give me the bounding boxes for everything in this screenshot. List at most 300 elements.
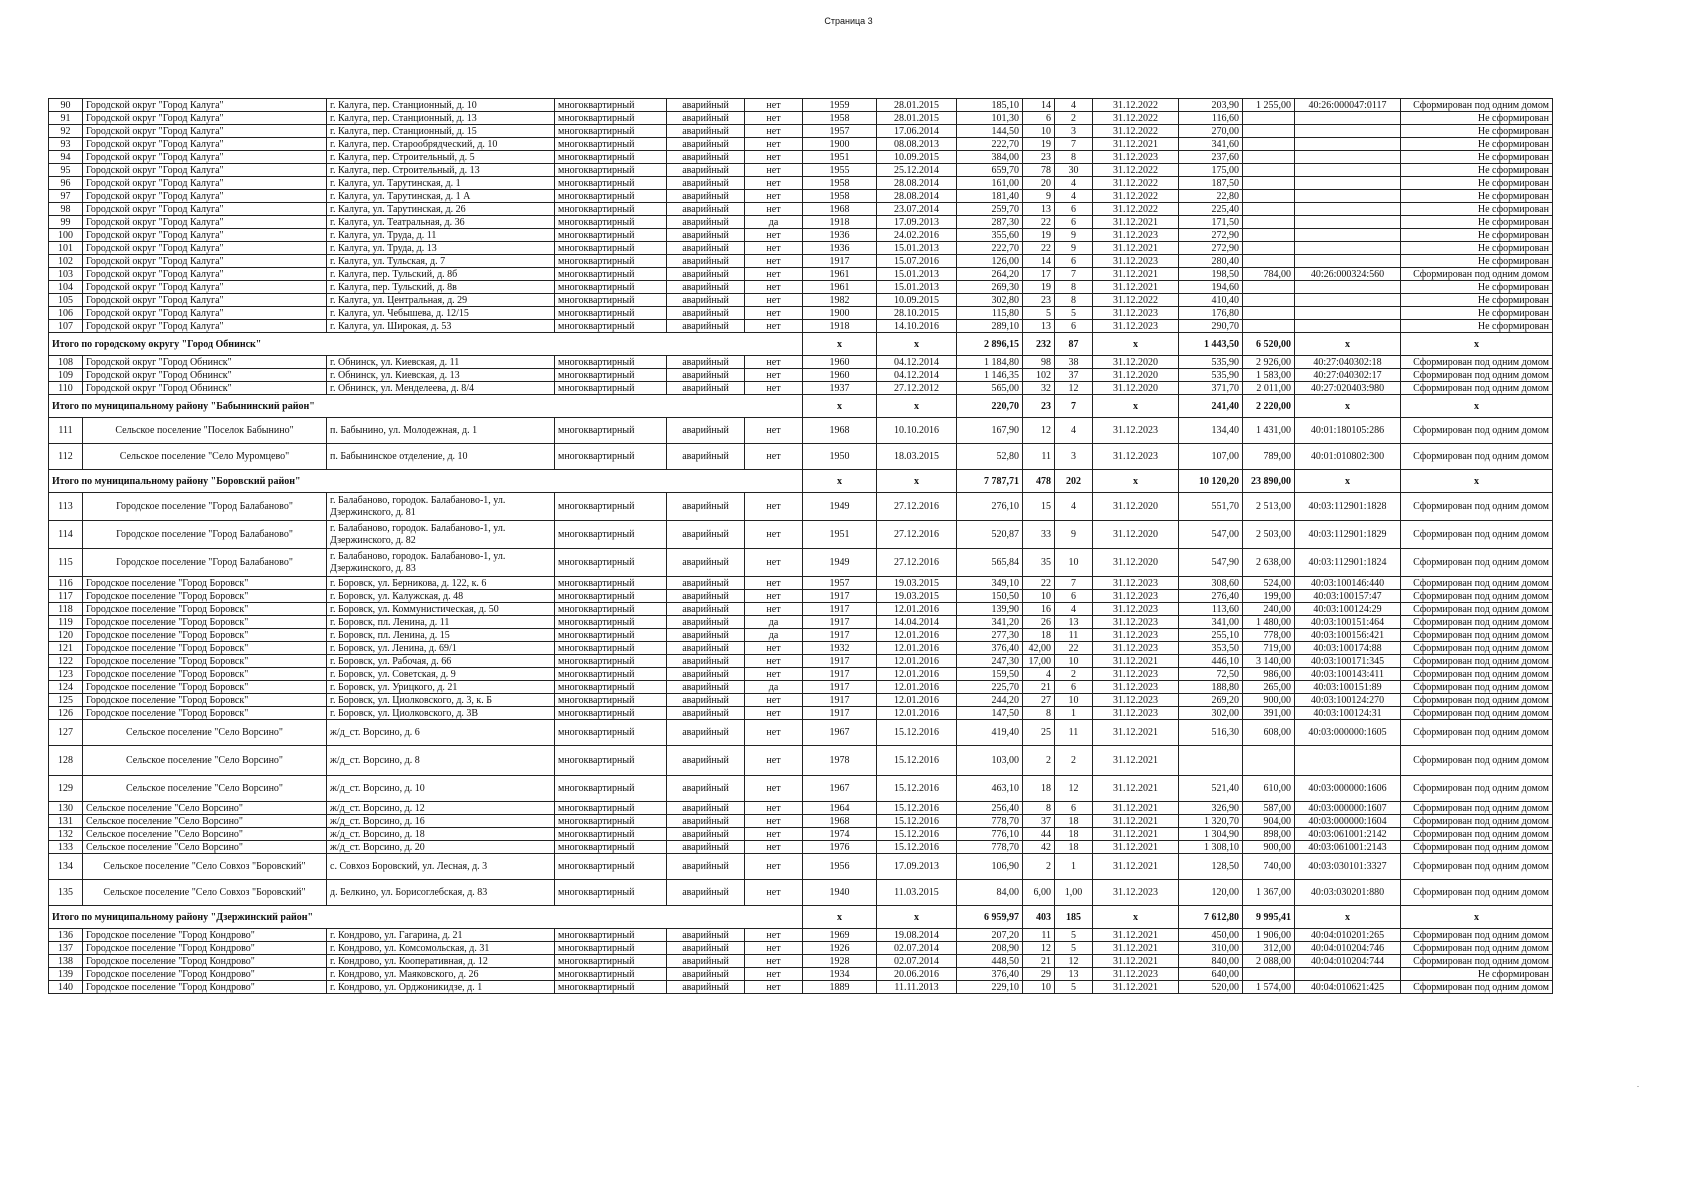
cell-plot-area [1243, 138, 1295, 151]
cell-built-year: 1967 [803, 720, 877, 746]
subtotal-cadastral-number: x [1295, 906, 1401, 929]
cell-building-type: многоквартирный [555, 802, 667, 815]
cell-building-type: многоквартирный [555, 549, 667, 577]
table-row [49, 382, 1553, 395]
subtotal-built-year: x [803, 333, 877, 356]
cell-address: г. Калуга, ул. Тарутинская, д. 1 [327, 177, 555, 190]
cell-heritage: нет [745, 655, 803, 668]
cell-recognition-date: 12.01.2016 [877, 642, 957, 655]
cell-settlement: Городское поселение "Город Кондрово" [83, 929, 327, 942]
cell-recognition-date: 15.12.2016 [877, 802, 957, 815]
cell-row-number: 90 [49, 99, 83, 112]
cell-settlement: Городской округ "Город Калуга" [83, 190, 327, 203]
cell-building-type: многоквартирный [555, 138, 667, 151]
cell-area: 376,40 [957, 968, 1023, 981]
cell-building-type: многоквартирный [555, 418, 667, 444]
cell-residents: 17 [1023, 268, 1055, 281]
cell-address: г. Калуга, пер. Станционный, д. 15 [327, 125, 555, 138]
cell-resettle-deadline: 31.12.2020 [1093, 521, 1179, 549]
cell-building-type: многоквартирный [555, 493, 667, 521]
cell-plot-area [1243, 177, 1295, 190]
cell-built-year: 1917 [803, 590, 877, 603]
cell-plot-status: Не сформирован [1401, 190, 1553, 203]
cell-recognition-date: 10.10.2016 [877, 418, 957, 444]
subtotal-row [49, 906, 1553, 929]
cell-resettle-deadline: 31.12.2023 [1093, 151, 1179, 164]
cell-plot-area: 900,00 [1243, 841, 1295, 854]
subtotal-plot-area-need: 1 443,50 [1179, 333, 1243, 356]
table-row [49, 854, 1553, 880]
cell-apartments: 4 [1055, 493, 1093, 521]
cell-plot-area-need: 450,00 [1179, 929, 1243, 942]
cell-apartments: 4 [1055, 177, 1093, 190]
cell-heritage: нет [745, 444, 803, 470]
cell-cadastral-number: 40:03:000000:1607 [1295, 802, 1401, 815]
cell-condition: аварийный [667, 577, 745, 590]
cell-residents: 37 [1023, 815, 1055, 828]
cell-building-type: многоквартирный [555, 255, 667, 268]
subtotal-plot-area: 2 220,00 [1243, 395, 1295, 418]
cell-plot-area-need: 198,50 [1179, 268, 1243, 281]
cell-row-number: 140 [49, 981, 83, 994]
cell-residents: 32 [1023, 382, 1055, 395]
cell-cadastral-number [1295, 125, 1401, 138]
cell-address: г. Калуга, пер. Тульский, д. 8б [327, 268, 555, 281]
cell-condition: аварийный [667, 125, 745, 138]
cell-row-number: 104 [49, 281, 83, 294]
cell-condition: аварийный [667, 255, 745, 268]
cell-plot-area-need: 113,60 [1179, 603, 1243, 616]
cell-recognition-date: 15.07.2016 [877, 255, 957, 268]
cell-condition: аварийный [667, 382, 745, 395]
cell-recognition-date: 15.12.2016 [877, 815, 957, 828]
subtotal-plot-area-need: 7 612,80 [1179, 906, 1243, 929]
cell-condition: аварийный [667, 444, 745, 470]
cell-built-year: 1968 [803, 815, 877, 828]
cell-built-year: 1917 [803, 603, 877, 616]
cell-settlement: Городское поселение "Город Боровск" [83, 707, 327, 720]
cell-address: г. Балабаново, городок. Балабаново-1, ул. Дзержинского, д. 83 [327, 549, 555, 577]
table-row [49, 164, 1553, 177]
cell-residents: 13 [1023, 320, 1055, 333]
cell-plot-area-need: 171,50 [1179, 216, 1243, 229]
cell-residents: 10 [1023, 981, 1055, 994]
cell-plot-status: Не сформирован [1401, 125, 1553, 138]
cell-resettle-deadline: 31.12.2023 [1093, 590, 1179, 603]
cell-building-type: многоквартирный [555, 668, 667, 681]
subtotal-plot-area: 23 890,00 [1243, 470, 1295, 493]
cell-built-year: 1960 [803, 356, 877, 369]
cell-building-type: многоквартирный [555, 642, 667, 655]
cell-row-number: 130 [49, 802, 83, 815]
cell-residents: 21 [1023, 681, 1055, 694]
cell-recognition-date: 24.02.2016 [877, 229, 957, 242]
cell-plot-area-need: 116,60 [1179, 112, 1243, 125]
cell-heritage: нет [745, 707, 803, 720]
cell-heritage: нет [745, 268, 803, 281]
cell-cadastral-number [1295, 281, 1401, 294]
cell-plot-area [1243, 203, 1295, 216]
cell-recognition-date: 11.11.2013 [877, 981, 957, 994]
cell-row-number: 120 [49, 629, 83, 642]
cell-address: п. Бабынинское отделение, д. 10 [327, 444, 555, 470]
cell-plot-area-need: 521,40 [1179, 776, 1243, 802]
cell-building-type: многоквартирный [555, 629, 667, 642]
cell-heritage: нет [745, 320, 803, 333]
cell-resettle-deadline: 31.12.2022 [1093, 125, 1179, 138]
cell-row-number: 100 [49, 229, 83, 242]
cell-plot-area: 900,00 [1243, 694, 1295, 707]
cell-apartments: 1 [1055, 707, 1093, 720]
cell-residents: 14 [1023, 99, 1055, 112]
cell-cadastral-number: 40:26:000047:0117 [1295, 99, 1401, 112]
cell-plot-area-need: 520,00 [1179, 981, 1243, 994]
cell-recognition-date: 27.12.2012 [877, 382, 957, 395]
subtotal-apartments: 185 [1055, 906, 1093, 929]
cell-row-number: 117 [49, 590, 83, 603]
cell-plot-area [1243, 125, 1295, 138]
cell-building-type: многоквартирный [555, 942, 667, 955]
cell-plot-status: Не сформирован [1401, 216, 1553, 229]
cell-plot-area-need: 547,90 [1179, 549, 1243, 577]
cell-plot-status: Сформирован под одним домом [1401, 776, 1553, 802]
cell-settlement: Городской округ "Город Калуга" [83, 164, 327, 177]
cell-settlement: Городское поселение "Город Боровск" [83, 629, 327, 642]
cell-settlement: Сельское поселение "Село Ворсино" [83, 746, 327, 776]
cell-cadastral-number: 40:04:010204:744 [1295, 955, 1401, 968]
cell-plot-area-need: 308,60 [1179, 577, 1243, 590]
cell-address: г. Кондрово, ул. Гагарина, д. 21 [327, 929, 555, 942]
cell-plot-status: Сформирован под одним домом [1401, 356, 1553, 369]
cell-area: 384,00 [957, 151, 1023, 164]
cell-condition: аварийный [667, 281, 745, 294]
cell-recognition-date: 15.01.2013 [877, 242, 957, 255]
cell-plot-status: Сформирован под одним домом [1401, 369, 1553, 382]
cell-plot-status: Сформирован под одним домом [1401, 746, 1553, 776]
cell-residents: 19 [1023, 138, 1055, 151]
table-row [49, 668, 1553, 681]
cell-plot-area-need: 107,00 [1179, 444, 1243, 470]
cell-plot-area-need: 272,90 [1179, 242, 1243, 255]
cell-plot-area [1243, 255, 1295, 268]
cell-resettle-deadline: 31.12.2023 [1093, 880, 1179, 906]
subtotal-row [49, 470, 1553, 493]
cell-recognition-date: 10.09.2015 [877, 294, 957, 307]
cell-apartments: 38 [1055, 356, 1093, 369]
cell-apartments: 10 [1055, 549, 1093, 577]
cell-building-type: многоквартирный [555, 369, 667, 382]
cell-heritage: нет [745, 242, 803, 255]
cell-recognition-date: 04.12.2014 [877, 356, 957, 369]
cell-residents: 42,00 [1023, 642, 1055, 655]
cell-resettle-deadline: 31.12.2021 [1093, 281, 1179, 294]
cell-condition: аварийный [667, 854, 745, 880]
cell-resettle-deadline: 31.12.2022 [1093, 164, 1179, 177]
cell-apartments: 2 [1055, 112, 1093, 125]
table-row [49, 968, 1553, 981]
cell-row-number: 118 [49, 603, 83, 616]
cell-address: г. Балабаново, городок. Балабаново-1, ул. Дзержинского, д. 82 [327, 521, 555, 549]
cell-settlement: Сельское поселение "Село Ворсино" [83, 720, 327, 746]
cell-built-year: 1917 [803, 707, 877, 720]
cell-apartments: 8 [1055, 151, 1093, 164]
cell-plot-area-need: 270,00 [1179, 125, 1243, 138]
subtotal-recognition-date: x [877, 333, 957, 356]
cell-built-year: 1958 [803, 112, 877, 125]
cell-settlement: Городской округ "Город Калуга" [83, 216, 327, 229]
cell-row-number: 94 [49, 151, 83, 164]
cell-cadastral-number: 40:03:100151:464 [1295, 616, 1401, 629]
cell-resettle-deadline: 31.12.2022 [1093, 190, 1179, 203]
cell-area: 264,20 [957, 268, 1023, 281]
cell-address: г. Обнинск, ул. Киевская, д. 11 [327, 356, 555, 369]
cell-address: г. Кондрово, ул. Орджоникидзе, д. 1 [327, 981, 555, 994]
table-row [49, 281, 1553, 294]
cell-address: г. Калуга, ул. Широкая, д. 53 [327, 320, 555, 333]
cell-row-number: 123 [49, 668, 83, 681]
cell-cadastral-number [1295, 138, 1401, 151]
cell-condition: аварийный [667, 841, 745, 854]
cell-plot-area: 2 638,00 [1243, 549, 1295, 577]
subtotal-built-year: x [803, 395, 877, 418]
cell-condition: аварийный [667, 242, 745, 255]
cell-plot-status: Сформирован под одним домом [1401, 616, 1553, 629]
cell-built-year: 1958 [803, 190, 877, 203]
cell-settlement: Городское поселение "Город Боровск" [83, 642, 327, 655]
table-row [49, 268, 1553, 281]
cell-settlement: Сельское поселение "Село Ворсино" [83, 815, 327, 828]
cell-settlement: Городской округ "Город Калуга" [83, 151, 327, 164]
cell-apartments: 12 [1055, 776, 1093, 802]
cell-row-number: 113 [49, 493, 83, 521]
cell-address: ж/д_ст. Ворсино, д. 12 [327, 802, 555, 815]
cell-plot-area-need: 353,50 [1179, 642, 1243, 655]
cell-built-year: 1974 [803, 828, 877, 841]
cell-plot-area-need: 255,10 [1179, 629, 1243, 642]
table-row [49, 493, 1553, 521]
table-row [49, 99, 1553, 112]
cell-residents: 8 [1023, 802, 1055, 815]
cell-row-number: 101 [49, 242, 83, 255]
cell-heritage: нет [745, 203, 803, 216]
cell-resettle-deadline: 31.12.2021 [1093, 776, 1179, 802]
cell-apartments: 2 [1055, 668, 1093, 681]
cell-recognition-date: 15.12.2016 [877, 828, 957, 841]
cell-condition: аварийный [667, 746, 745, 776]
cell-residents: 98 [1023, 356, 1055, 369]
cell-cadastral-number [1295, 320, 1401, 333]
cell-resettle-deadline: 31.12.2021 [1093, 268, 1179, 281]
cell-heritage: нет [745, 177, 803, 190]
cell-condition: аварийный [667, 549, 745, 577]
subtotal-recognition-date: x [877, 395, 957, 418]
subtotal-apartments: 202 [1055, 470, 1093, 493]
page-number-header: Страница 3 [824, 16, 873, 26]
cell-settlement: Городское поселение "Город Кондрово" [83, 942, 327, 955]
cell-address: ж/д_ст. Ворсино, д. 10 [327, 776, 555, 802]
cell-building-type: многоквартирный [555, 577, 667, 590]
cell-cadastral-number: 40:03:100157:47 [1295, 590, 1401, 603]
cell-heritage: нет [745, 968, 803, 981]
cell-plot-area [1243, 281, 1295, 294]
cell-condition: аварийный [667, 981, 745, 994]
cell-row-number: 137 [49, 942, 83, 955]
cell-area: 778,70 [957, 815, 1023, 828]
cell-residents: 22 [1023, 577, 1055, 590]
cell-apartments: 30 [1055, 164, 1093, 177]
cell-building-type: многоквартирный [555, 177, 667, 190]
cell-built-year: 1951 [803, 151, 877, 164]
cell-area: 565,84 [957, 549, 1023, 577]
cell-cadastral-number [1295, 307, 1401, 320]
cell-plot-area-need: 1 320,70 [1179, 815, 1243, 828]
cell-condition: аварийный [667, 203, 745, 216]
cell-building-type: многоквартирный [555, 841, 667, 854]
cell-building-type: многоквартирный [555, 929, 667, 942]
cell-built-year: 1918 [803, 216, 877, 229]
cell-plot-area: 2 513,00 [1243, 493, 1295, 521]
cell-row-number: 108 [49, 356, 83, 369]
cell-plot-area: 986,00 [1243, 668, 1295, 681]
cell-residents: 2 [1023, 746, 1055, 776]
cell-resettle-deadline: 31.12.2020 [1093, 369, 1179, 382]
cell-recognition-date: 12.01.2016 [877, 655, 957, 668]
cell-heritage: нет [745, 151, 803, 164]
cell-apartments: 9 [1055, 242, 1093, 255]
cell-plot-area: 1 367,00 [1243, 880, 1295, 906]
cell-plot-area: 2 088,00 [1243, 955, 1295, 968]
cell-apartments: 3 [1055, 125, 1093, 138]
cell-apartments: 6 [1055, 802, 1093, 815]
cell-condition: аварийный [667, 707, 745, 720]
cell-plot-area: 1 431,00 [1243, 418, 1295, 444]
cell-built-year: 1968 [803, 418, 877, 444]
cell-area: 144,50 [957, 125, 1023, 138]
cell-row-number: 110 [49, 382, 83, 395]
table-row [49, 655, 1553, 668]
cell-area: 302,80 [957, 294, 1023, 307]
cell-apartments: 37 [1055, 369, 1093, 382]
cell-residents: 22 [1023, 216, 1055, 229]
cell-condition: аварийный [667, 668, 745, 681]
cell-heritage: нет [745, 229, 803, 242]
cell-residents: 9 [1023, 190, 1055, 203]
subtotal-resettle-deadline: x [1093, 470, 1179, 493]
cell-built-year: 1955 [803, 164, 877, 177]
cell-cadastral-number: 40:03:030101:3327 [1295, 854, 1401, 880]
cell-condition: аварийный [667, 164, 745, 177]
cell-built-year: 1964 [803, 802, 877, 815]
cell-plot-area-need: 290,70 [1179, 320, 1243, 333]
cell-condition: аварийный [667, 320, 745, 333]
cell-resettle-deadline: 31.12.2023 [1093, 307, 1179, 320]
cell-building-type: многоквартирный [555, 707, 667, 720]
cell-area: 222,70 [957, 242, 1023, 255]
cell-plot-status: Сформирован под одним домом [1401, 268, 1553, 281]
cell-area: 565,00 [957, 382, 1023, 395]
cell-address: г. Боровск, ул. Циолковского, д. 3В [327, 707, 555, 720]
cell-building-type: многоквартирный [555, 815, 667, 828]
cell-heritage: да [745, 216, 803, 229]
cell-residents: 16 [1023, 603, 1055, 616]
cell-recognition-date: 28.01.2015 [877, 99, 957, 112]
cell-plot-area-need: 225,40 [1179, 203, 1243, 216]
table-row [49, 828, 1553, 841]
cell-plot-area-need: 371,70 [1179, 382, 1243, 395]
table-row [49, 694, 1553, 707]
cell-area: 126,00 [957, 255, 1023, 268]
cell-address: г. Боровск, ул. Ленина, д. 69/1 [327, 642, 555, 655]
cell-recognition-date: 17.09.2013 [877, 854, 957, 880]
cell-heritage: нет [745, 281, 803, 294]
table-row [49, 177, 1553, 190]
cell-cadastral-number [1295, 294, 1401, 307]
cell-built-year: 1969 [803, 929, 877, 942]
cell-area: 181,40 [957, 190, 1023, 203]
cell-settlement: Городской округ "Город Калуга" [83, 112, 327, 125]
cell-apartments: 12 [1055, 955, 1093, 968]
cell-cadastral-number: 40:27:040302:17 [1295, 369, 1401, 382]
cell-cadastral-number: 40:03:100171:345 [1295, 655, 1401, 668]
cell-apartments: 7 [1055, 577, 1093, 590]
cell-building-type: многоквартирный [555, 968, 667, 981]
cell-address: г. Боровск, ул. Коммунистическая, д. 50 [327, 603, 555, 616]
cell-plot-area: 610,00 [1243, 776, 1295, 802]
cell-building-type: многоквартирный [555, 590, 667, 603]
cell-plot-area: 1 583,00 [1243, 369, 1295, 382]
cell-condition: аварийный [667, 655, 745, 668]
cell-area: 207,20 [957, 929, 1023, 942]
cell-row-number: 127 [49, 720, 83, 746]
cell-row-number: 132 [49, 828, 83, 841]
cell-area: 167,90 [957, 418, 1023, 444]
cell-condition: аварийный [667, 112, 745, 125]
cell-plot-status: Не сформирован [1401, 203, 1553, 216]
cell-area: 776,10 [957, 828, 1023, 841]
cell-built-year: 1957 [803, 125, 877, 138]
cell-residents: 22 [1023, 242, 1055, 255]
cell-plot-area [1243, 294, 1295, 307]
cell-resettle-deadline: 31.12.2021 [1093, 242, 1179, 255]
table-row [49, 307, 1553, 320]
cell-area: 52,80 [957, 444, 1023, 470]
cell-address: ж/д_ст. Ворсино, д. 6 [327, 720, 555, 746]
cell-resettle-deadline: 31.12.2021 [1093, 138, 1179, 151]
cell-building-type: многоквартирный [555, 955, 667, 968]
cell-residents: 6,00 [1023, 880, 1055, 906]
cell-settlement: Городской округ "Город Калуга" [83, 255, 327, 268]
cell-area: 161,00 [957, 177, 1023, 190]
cell-building-type: многоквартирный [555, 603, 667, 616]
cell-settlement: Сельское поселение "Село Муромцево" [83, 444, 327, 470]
table-row [49, 255, 1553, 268]
cell-built-year: 1928 [803, 955, 877, 968]
table-row [49, 815, 1553, 828]
cell-cadastral-number [1295, 229, 1401, 242]
cell-apartments: 13 [1055, 616, 1093, 629]
cell-resettle-deadline: 31.12.2023 [1093, 616, 1179, 629]
subtotal-plot-status: x [1401, 470, 1553, 493]
cell-heritage: нет [745, 841, 803, 854]
subtotal-label: Итого по городскому округу "Город Обнинск" [49, 333, 803, 356]
cell-area: 778,70 [957, 841, 1023, 854]
cell-residents: 10 [1023, 125, 1055, 138]
cell-settlement: Городское поселение "Город Балабаново" [83, 549, 327, 577]
cell-area: 259,70 [957, 203, 1023, 216]
cell-plot-area [1243, 151, 1295, 164]
cell-plot-area-need: 194,60 [1179, 281, 1243, 294]
cell-recognition-date: 25.12.2014 [877, 164, 957, 177]
